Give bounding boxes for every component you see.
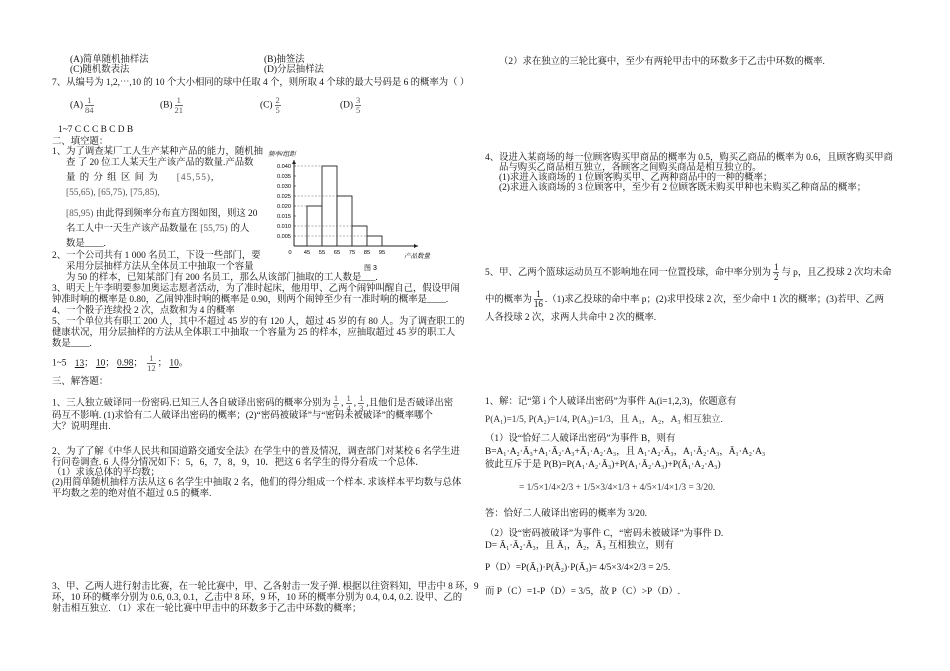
solve-4-line3: (1)求进入该商场的 1 位顾客购买甲、乙两种商品中的一种的概率； xyxy=(499,173,773,183)
x-tick-label: 45 xyxy=(303,250,311,256)
fill-1-line1: 1、为了调查某厂工人生产某种产品的能力，随机抽 xyxy=(52,147,263,157)
solve-2-line4: (2)用简单随机抽样方法从这 6 名学生中抽取 2 名，他们的得分组成一个样本. 求该样本平均数与总体 xyxy=(52,478,462,488)
solution-line4: B=A₁·A₂·Ā₃+A₁·Ā₂·A₃+Ā₁·A₂·A₃，且 A₁·A₂·Ā₃，A₁·Ā₂·A₃，Ā₁·A₂·A₃ xyxy=(485,447,766,457)
solve-2-line1: 2、为了了解《中华人民共和国道路交通安全法》在学生中的普及情况，调查部门对某校 6 名学生进 xyxy=(52,447,460,457)
histogram-ylabel: 频率/组距 xyxy=(268,151,296,158)
solution-line10: P（D）=P(Ā₁)·P(Ā₂)·P(Ā₃)= 4/5×3/4×2/3 = 2/5. xyxy=(485,563,671,573)
solution-line8: （2）设“密码被破译”为事件 C，“密码未被破译”为事件 D. xyxy=(485,529,724,539)
answers-1-7: 1~7 C C C B C D B xyxy=(58,125,134,135)
fill-3-line1: 3、明天上午李明要参加奥运志愿者活动，为了准时起床，他用甲、乙两个闹钟叫醒自己，假设甲闹 xyxy=(52,284,460,294)
solve-1-line1: 1、三人独立破译同一份密码.已知三人各自破译出密码的概率分别为 $\frac{1}{5}$ , $\frac{1}{4}$ , $\frac{1}{3}$ ,且他们是否破译出密 xyxy=(52,393,454,413)
x-tick-label: 0 xyxy=(288,250,292,256)
solution-line3: （1）设“恰好二人破译出密码”为事件 B，则有 xyxy=(485,434,676,444)
x-tick-label: 95 xyxy=(378,250,386,256)
fill-4: 4、一个骰子连续投 2 次，点数和为 4 的概率 xyxy=(52,306,235,316)
x-axis-arrow xyxy=(414,244,418,248)
fill-1-line7: 数是____. xyxy=(66,239,106,249)
fill-5-line2: 健康状况，用分层抽样的方法从全体职工中抽取一个容量为 25 的样本，应抽取超过 45 岁的职工人 xyxy=(52,328,456,338)
solve-1-line2: 码互不影响. (1)求恰有二人破译出密码的概率；(2)“密码被破译”与“密码未被破译”的概率哪个 xyxy=(52,411,433,421)
solve-2-line3: （1）求该总体的平均数； xyxy=(52,468,160,478)
fill-1-line6: 名工人中一天生产该产品数量在 [55,75) 的人 xyxy=(66,224,250,234)
histogram-xlabel: 产品数量 xyxy=(404,253,430,260)
x-tick-label: 85 xyxy=(363,250,371,256)
solve-3-line1: 3、甲、乙两人进行射击比赛，在一轮比赛中，甲、乙各射击一发子弹. 根据以往资料知，甲击中 8 环，9 xyxy=(52,582,479,592)
histogram-bar xyxy=(337,196,352,246)
fill-3-line2: 钟准时响的概率是 0.80，乙闹钟准时响的概率是 0.90，则两个闹钟至少有一准时响的概率是____. xyxy=(52,295,449,305)
solution-line11: 而 P（C）=1-P（D）= 3/5，故 P（C）>P（D）. xyxy=(485,587,681,597)
q7-option-b: (B) $\frac{1}{21}$ xyxy=(160,95,183,115)
y-tick-label: 0.015 xyxy=(277,214,291,220)
solve-3-line3: 射击相互独立. （1）求在一轮比赛中甲击中的环数多于乙击中环数的概率； xyxy=(52,604,362,614)
x-tick-label: 65 xyxy=(333,250,341,256)
option-d: (D)分层抽样法 xyxy=(264,65,324,75)
option-a: (A)简单随机抽样法 xyxy=(70,55,149,65)
solve-2-line2: 行问卷调查. 6 人得分情况如下：5，6，7，8，9，10．把这 6 名学生的得分看成一个总体． xyxy=(52,458,425,468)
fill-2-line2: 采用分层抽样方法从全体员工中抽取一个容量 xyxy=(66,262,254,272)
x-tick-label: 55 xyxy=(318,250,326,256)
q7-option-c: (C) $\frac{2}{5}$ xyxy=(260,95,280,115)
q7-option-d: (D) $\frac{3}{5}$ xyxy=(340,95,361,115)
option-c: (C)随机数表法 xyxy=(70,65,130,75)
y-tick-label: 0.030 xyxy=(277,184,291,190)
fill-5-line3: 数是____. xyxy=(52,339,92,349)
question-7: 7、从编号为 1,2,⋯,10 的 10 个大小相同的球中任取 4 个，则所取 4 个球的最大号码是 6 的概率为（ ） xyxy=(52,78,470,88)
solution-line6: = 1/5×1/4×2/3 + 1/5×3/4×1/3 + 4/5×1/4×1/3 = 3/20. xyxy=(519,483,716,493)
solve-4-line1: 4、设进入某商场的每一位顾客购买甲商品的概率为 0.5，购买乙商品的概率为 0.6，且顾客购买甲商 xyxy=(485,153,893,163)
histogram-caption: 图 3 xyxy=(364,265,377,272)
q7-option-a: (A) $\frac{1}{84}$ xyxy=(70,95,94,115)
solution-line5: 彼此互斥于是 P(B)=P(A₁·A₂·Ā₃)+P(A₁·Ā₂·A₃)+P(Ā₁·A₂·A₃) xyxy=(485,460,721,470)
fill-1-line5: [85,95) 由此得到频率分布直方图如图，则这 20 xyxy=(66,209,258,219)
solve-3-line2: 环，10 环的概率分别为 0.6, 0.3, 0.1，乙击中 8 环，9 环，10 环的概率分别为 0.4, 0.4, 0.2. 设甲、乙的 xyxy=(52,593,463,603)
solve-5-line2: 中的概率为 $\frac{1}{16}$ .（1)求乙投球的命中率 p；(2)求甲投球 2 次，至少命中 1 次的概率；(3)若甲、乙两 xyxy=(485,289,884,310)
y-tick-label: 0.005 xyxy=(277,234,291,240)
y-tick-label: 0.020 xyxy=(277,204,291,210)
fill-5-line1: 5、一个单位共有职工 200 人，其中不超过 45 岁的有 120 人，超过 45 岁的有 80 人。为了调查职工的 xyxy=(52,317,465,327)
fill-1-line2: 查 了 20 位工人某天生产该产品的数量.产品数 xyxy=(66,158,254,168)
solution-line7: 答：恰好二人破译出密码的概率为 3/20. xyxy=(485,509,647,519)
histogram-bar xyxy=(322,166,337,246)
solve-4-line2: 品与购买乙商品相互独立，各顾客之间购买商品是相互独立的。 xyxy=(499,163,762,173)
fill-2-line1: 2、一个公司共有 1 000 名员工，下设一些部门，要 xyxy=(52,251,261,261)
fill-1-intervals: [55,65), [65,75), [75,85), xyxy=(66,188,160,198)
solve-5-line3: 人各投球 2 次，求两人共命中 2 次的概率. xyxy=(485,313,657,323)
y-axis-arrow xyxy=(292,160,296,164)
fill-2-line3: 为 50 的样本，已知某部门有 200 名员工，那么从该部门抽取的工人数是___. xyxy=(66,273,378,283)
solve-1-line3: 大？说明理由. xyxy=(52,422,111,432)
x-tick-label: 75 xyxy=(348,250,356,256)
solve-5-line1: 5、甲、乙两个篮球运动员互不影响地在同一位置投球，命中率分别为 $\frac{1}{2}$ 与 p，且乙投球 2 次均未命 xyxy=(485,262,892,283)
section-3-heading: 三、解答题： xyxy=(52,377,109,387)
fill-1-line3: 量 的 分 组 区 间 为 [45,55), xyxy=(66,173,215,183)
option-b: (B)抽签法 xyxy=(264,55,305,65)
y-tick-label: 0.040 xyxy=(277,164,291,170)
solve-2-line5: 平均数之差的绝对值不超过 0.5 的概率. xyxy=(52,489,212,499)
y-tick-label: 0.025 xyxy=(277,194,291,200)
solution-line1: 1、解：记“第 i 个人破译出密码”为事件 Aᵢ(i=1,2,3)，依题意有 xyxy=(485,397,737,407)
solution-line2: P(A₁)=1/5, P(A₂)=1/4, P(A₃)=1/3，且 A₁，A₂，A₃ 相互独立. xyxy=(485,415,723,425)
solution-line9: D= Ā₁·Ā₂·Ā₃，且 Ā₁，Ā₂，Ā₃ 互相独立，则有 xyxy=(485,541,674,551)
histogram-bar xyxy=(367,236,382,246)
frequency-histogram xyxy=(262,146,432,272)
section-2-heading: 二、填空题： xyxy=(52,137,109,147)
solve-4-line4: (2)求进入该商场的 3 位顾客中，至少有 2 位顾客既未购买甲种也未购买乙种商品的概率； xyxy=(499,183,867,193)
solve-3-part2: （2）求在独立的三轮比赛中，至少有两轮甲击中的环数多于乙击中环数的概率. xyxy=(499,57,825,67)
y-tick-label: 0.010 xyxy=(277,224,291,230)
y-tick-label: 0.035 xyxy=(277,174,291,180)
fill-answers: 1~5 13； 10； 0.98； $\frac{1}{12}$ ； 10。 xyxy=(52,353,189,373)
